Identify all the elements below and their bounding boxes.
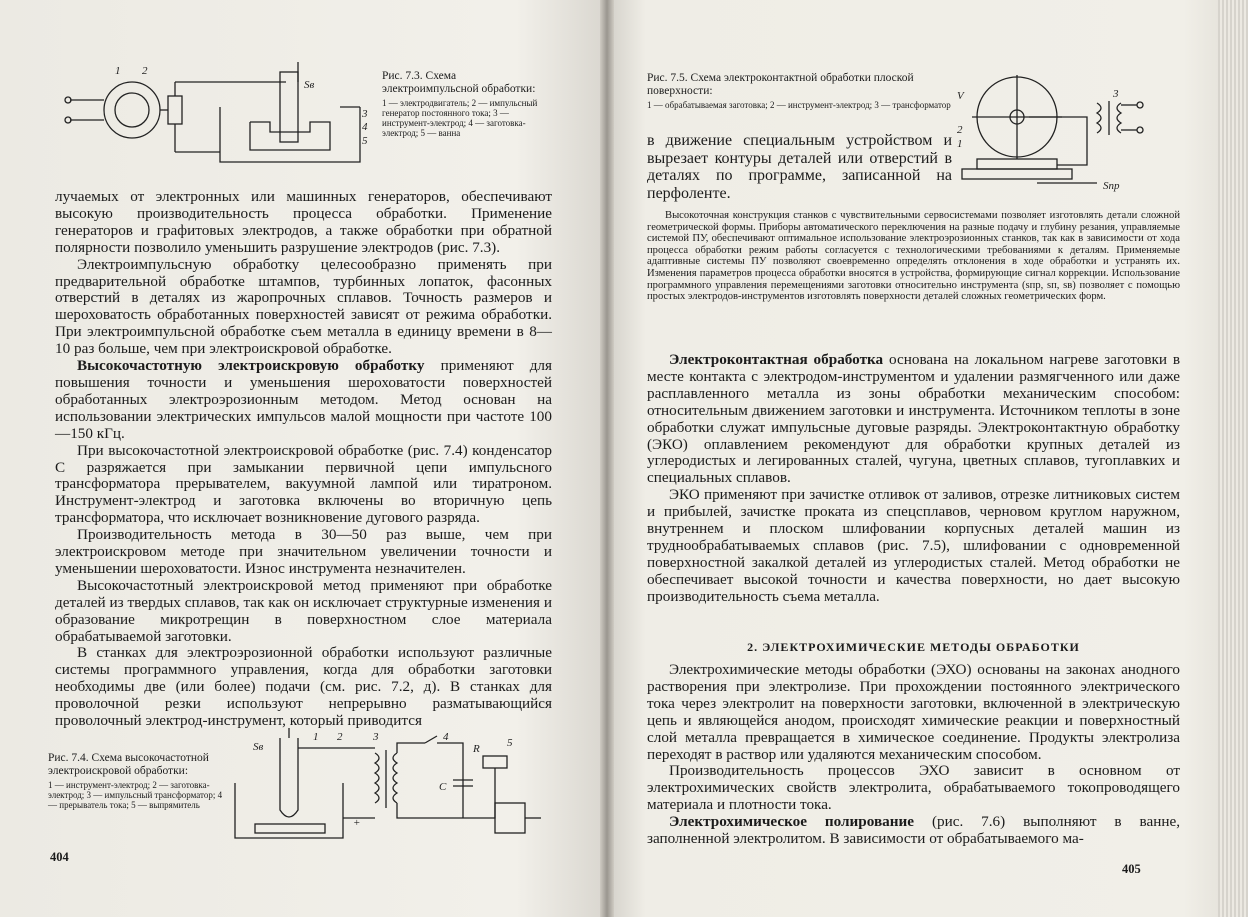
figure-7-3-diagram <box>60 62 390 182</box>
page-number-left: 404 <box>50 850 69 864</box>
fig73-label-sv: Sв <box>304 79 315 91</box>
fig75-legend: 1 — обрабатываемая заготовка; 2 — инструмент-электрод; 3 — трансформатор <box>647 100 951 110</box>
paragraph: ЭКО применяют при зачистке отливок от заливов, отрезке литниковых систем и прибылей, зачистке проката из спецсплавов, черновом круглом наружном, внутреннем и плоском шлифовании корпусных деталей машин из труднообрабатываемых сплавов (рис. 7.5), шлифовании с одновременной поверхностной закалкой деталей из углеродистых сталей. Метод обработки не обеспечивает высокой точности и качества поверхности, но дает высокую производительность съема металла. <box>647 486 1180 605</box>
fig75-title: Рис. 7.5. Схема электроконтактной обработки плоской поверхности: <box>647 72 914 97</box>
fig73-label-2: 2 <box>142 65 148 77</box>
paragraph <box>55 358 552 443</box>
fig75-label-2: 2 <box>957 124 963 136</box>
paragraph: Производительность метода в 30—50 раз выше, чем при электроискровом методе при значительном увеличении точности и уменьшении шероховатости. Износ инструмента незначителен. <box>55 526 552 577</box>
paragraph-rest: основана на локальном нагреве заготовки в месте контакта с электродом-инструментом и удалении размягченного или даже расплавленного металла из зоны обработки механическим способом: относительным движением заготовки и инструмента. Источником теплоты в зоне обработки служат импульсные дуговые разряды. Электроконтактную обработку (ЭКО) оплавлением рекомендуют для обработки крупных деталей из углеродистых и легированных сталей, чугуна, цветных сплавов, тугоплавких и специальных сплавов. <box>647 351 1181 487</box>
fig74-label-2: 2 <box>337 731 343 743</box>
fig74-label-plus: + <box>353 817 361 829</box>
bold-lead: Высокочастотную электроискровую обработку <box>77 357 425 375</box>
book-gutter <box>600 0 614 917</box>
fig75-label-v: V <box>957 90 964 102</box>
bold-lead: Электроконтактная обработка <box>669 351 884 368</box>
section-heading: 2. ЭЛЕКТРОХИМИЧЕСКИЕ МЕТОДЫ ОБРАБОТКИ <box>747 640 1080 654</box>
paragraph-rest: (рис. 7.6) выполняют в ванне, заполненной электролитом. В зависимости от обрабатываемого ма- <box>647 813 1181 848</box>
fig74-label-5: 5 <box>507 737 513 749</box>
fig74-label-3: 3 <box>373 731 379 743</box>
paragraph: При высокочастотной электроискровой обработке (рис. 7.4) конденсатор С разряжается при замыкании первичной цепи импульсного трансформатора прерывателем, вакуумной лампой или тиратроном. Инструмент-электрод и заготовка включены во вторичную цепь трансформатора, что исключает возникновение дугового разряда. <box>55 441 552 527</box>
fig74-label-r: R <box>473 743 480 755</box>
fig73-label-5: 5 <box>362 135 368 147</box>
fig74-label-1: 1 <box>313 731 319 743</box>
paragraph <box>647 352 1180 487</box>
fig73-legend: 1 — электродвигатель; 2 — импульсный генератор постоянного тока; 3 — инструмент-электрод; 4 — заготовка-электрод; 5 — ванна <box>382 98 538 138</box>
right-body-text-2 <box>647 662 1180 848</box>
fig75-label-spr: Sпр <box>1103 180 1120 192</box>
paragraph: Высокочастотный электроискровой метод применяют при обработке деталей из твердых сплавов, так как он исключает структурные изменения и образование микротрещин в поверхностном слое материала обрабатываемой заготовки. <box>55 576 552 645</box>
paragraph-rest: применяют для повышения точности и уменьшения шероховатости поверхностей обработанных электроэрозионным методом. Метод основан на использовании электрических импульсов малой мощности при частоте 100—150 кГц. <box>55 357 552 442</box>
fig73-label-4: 4 <box>362 121 368 133</box>
fig74-title: Рис. 7.4. Схема высокочастотной электроискровой обработки: <box>48 752 209 777</box>
fig75-label-1: 1 <box>957 138 963 150</box>
page-number-right: 405 <box>1122 862 1141 876</box>
left-body-text <box>55 189 552 730</box>
figure-7-5-diagram <box>957 75 1167 195</box>
paragraph: Производительность процессов ЭХО зависит в основном от электрохимических свойств электролита, обрабатываемого токопроводящего материала и плотности тока. <box>647 762 1180 814</box>
fig73-label-3: 3 <box>362 108 368 120</box>
paragraph: В станках для электроэрозионной обработки используют различные системы программного управления, когда для обработки заготовки необходимы две (или более) подачи (см. рис. 7.2, д). В станках для проволочной резки используют непрерывно разматывающийся проволочный электрод-инструмент, который приводится <box>55 644 552 730</box>
figure-7-4-caption <box>48 752 223 810</box>
paragraph: Электроимпульсную обработку целесообразно применять при предварительной обработке штампов, турбинных лопаток, фасонных отверстий в деталях из жаропрочных сплавов. Точность размеров и шероховатость обработанных поверхностей зависят от режима обработки. При электроимпульсной обработке съем металла в единицу времени в 8—10 раз больше, чем при электроискровой обработке. <box>55 255 552 358</box>
small-print-block <box>647 210 1180 303</box>
figure-7-5-caption <box>647 72 967 110</box>
paragraph: Электрохимические методы обработки (ЭХО) основаны на законах анодного растворения при электролизе. При прохождении постоянного электрического тока через электролит на поверхности заготовки, включенной в электрическую цепь и являющейся анодом, происходят химические реакции и поверхностный слой металла превращается в химическое соединение. Продукты электролиза переходят в раствор или удаляются механическим способом. <box>647 661 1180 763</box>
right-body-text <box>647 352 1180 606</box>
bold-lead: Электрохимическое полирование <box>669 813 915 831</box>
fig74-legend: 1 — инструмент-электрод; 2 — заготовка-электрод; 3 — импульсный трансформатор; 4 — прерыватель тока; 5 — выпрямитель <box>48 780 223 810</box>
right-page <box>607 0 1248 917</box>
right-intro-text <box>647 132 952 202</box>
paragraph: лучаемых от электронных или машинных генераторов, обеспечивают высокую производительность процесса обработки. Применение генераторов и графитовых электродов, а также обработки при обратной полярности позволило уменьшить разрушение электродов (рис. 7.3). <box>55 188 552 256</box>
paragraph: Высокоточная конструкция станков с чувствительными сервосистемами позволяет изготовлять детали сложной геометрической формы. Приборы автоматического переключения на разные подачу и глубину резания, управляемые системой ПУ, обеспечивают оптимальное использование электроэрозионных станков, так как в зависимости от хода процесса обработки режим работы согласуется с технологическими требованиями к деталям. Применяемые адаптивные системы ПУ позволяют своевременно определять отклонения в ходе обработки и устранять их. Изменения параметров процесса обработки вносятся в устройства, формирующие сигнал коррекции. Использование программного управления перемещениями заготовки относительно инструмента (sпр, sп, sв) позволяет с помощью простых электродов-инструментов изготовлять поверхности деталей сложных геометрических форм. <box>647 210 1180 303</box>
page-edges <box>1218 0 1248 917</box>
left-page <box>0 0 607 917</box>
paragraph <box>647 814 1180 848</box>
fig74-label-c: C <box>439 781 447 793</box>
fig74-label-sv: Sв <box>253 741 264 753</box>
paragraph: в движение специальным устройством и вырезает контуры деталей или отверстий в деталях по программе, записанной на перфоленте. <box>647 132 952 202</box>
fig74-label-4: 4 <box>443 731 449 743</box>
fig73-title: Рис. 7.3. Схема электроимпульсной обработки: <box>382 70 536 95</box>
fig75-label-3: 3 <box>1113 88 1119 100</box>
figure-7-3-caption <box>382 70 552 138</box>
fig73-label-1: 1 <box>115 65 121 77</box>
figure-7-4-diagram <box>225 728 555 846</box>
